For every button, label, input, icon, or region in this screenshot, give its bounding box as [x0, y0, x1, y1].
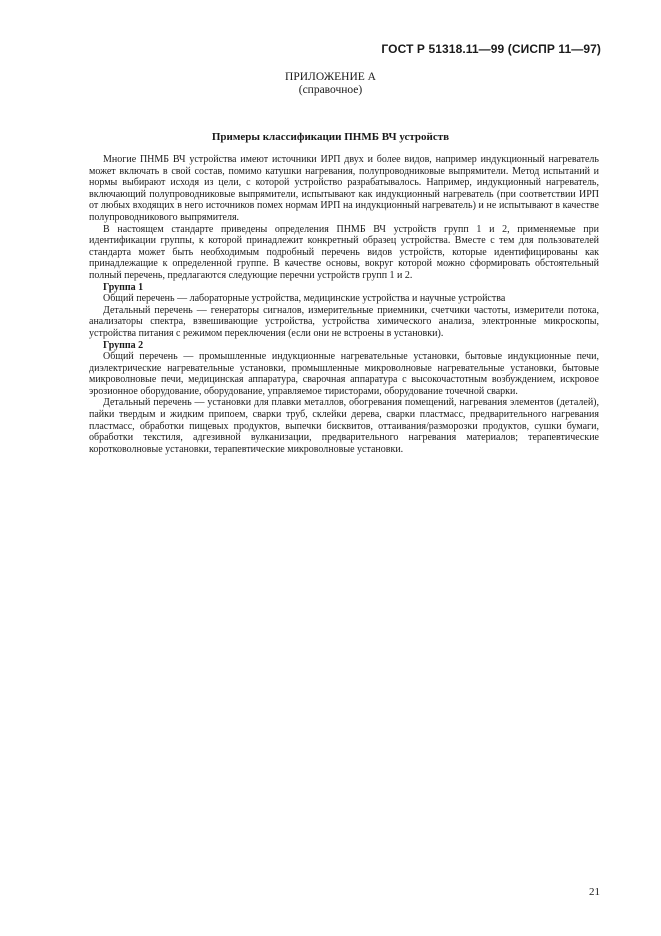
page-number: 21: [589, 886, 600, 898]
document-header: ГОСТ Р 51318.11—99 (СИСПР 11—97): [381, 42, 601, 56]
appendix-title: ПРИЛОЖЕНИЕ А: [285, 71, 376, 83]
group1-general-list: Общий перечень — лабораторные устройства, медицинские устройства и научные устройства: [103, 293, 506, 305]
group2-detailed-list: Детальный перечень — установки для плавки металлов, обогревания помещений, нагревания элементов (деталей), пайки твердым и жидким припоем, сварки труб, склейки дерева, сварки пластмасс, предварительного нагревания пластмасс, обработки пищевых продуктов, выпечки бисквитов, оттаивания/разморозки продуктов, сушки бумаги, обработки текстиля, адгезивной вулканизации, предварительного нагревания материалов; терапевтические коротковолновые установки, терапевтические микроволновые установки.: [89, 397, 599, 455]
intro-paragraph: Многие ПНМБ ВЧ устройства имеют источники ИРП двух и более видов, например индукционный нагреватель может включать в свой состав, помимо катушки нагревания, полупроводниковые выпрямители. Метод испытаний и нормы выбирают исходя из цели, с которой устройство разрабатывалось. Например, индукционный нагреватель, включающий полупроводниковые выпрямители, испытывают как индукционный нагреватель (при соответствии ИРП от любых входящих в него источников помех нормам ИРП на индукционный нагреватель) и не испытывают в качестве полупроводникового выпрямителя.: [89, 154, 599, 223]
appendix-subtitle: (справочное): [298, 84, 363, 96]
appendix-heading: [0, 71, 661, 97]
group1-detailed-list: Детальный перечень — генераторы сигналов, измерительные приемники, счетчики частоты, измерители потока, анализаторы спектра, взвешивающие устройства, устройства химического анализа, электронные микроскопы, устройства питания с режимом переключения (если они не встроены в установки).: [89, 304, 599, 339]
document-body: [89, 154, 599, 455]
group2-heading: Группа 2: [103, 339, 144, 351]
group2-general-list: Общий перечень — промышленные индукционные нагревательные установки, бытовые индукционные печи, диэлектрические нагревательные установки, промышленные микроволновые нагревательные установки, бытовые микроволновые печи, медицинская аппаратура, сварочная аппаратура с высокочастотным возбуждением, искровое эрозионное оборудование, оборудование, управляемое тиристорами, оборудование точечной сварки.: [89, 351, 599, 397]
group1-heading: Группа 1: [103, 281, 144, 293]
standard-note-paragraph: В настоящем стандарте приведены определения ПНМБ ВЧ устройств групп 1 и 2, применяемые при идентификации группы, к которой принадлежит конкретный образец устройства. Вместе с тем для пользователей стандарта может быть необходимым подробный перечень видов устройств, которые идентифицированы как принадлежащие к определенной группе. В качестве основы, вокруг которой можно сформировать обстоятельный полный перечень, предлагаются следующие перечни устройств групп 1 и 2.: [89, 223, 599, 281]
section-title: Примеры классификации ПНМБ ВЧ устройств: [211, 131, 450, 143]
